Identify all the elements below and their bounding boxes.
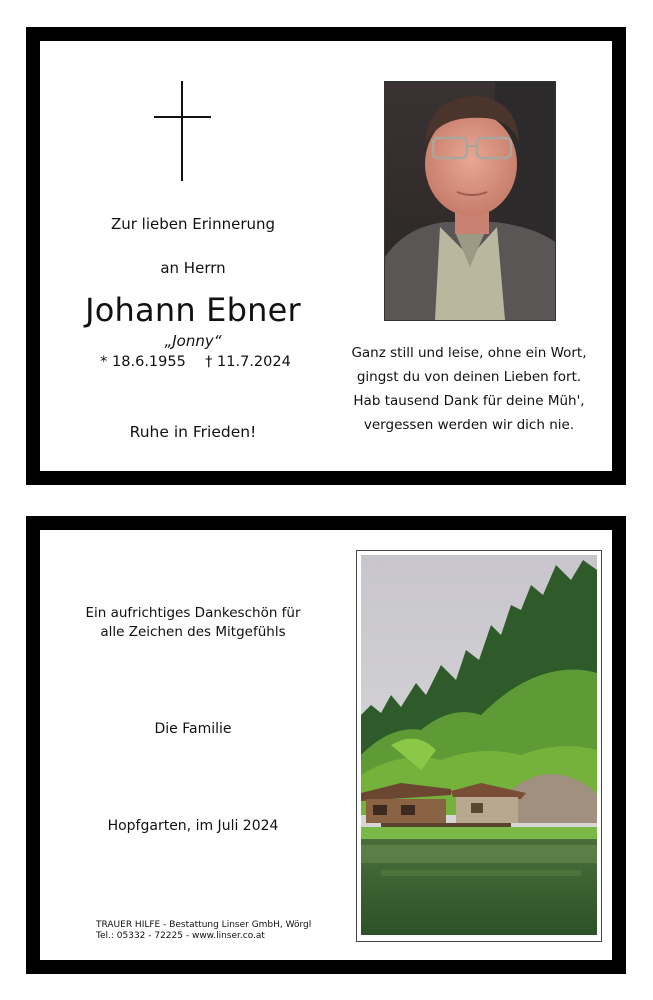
deceased-name: Johann Ebner [85, 291, 301, 329]
verse-line: Ganz still und leise, ohne ein Wort, [351, 345, 587, 361]
place-date: Hopfgarten, im Juli 2024 [107, 818, 279, 834]
death-date: † 11.7.2024 [205, 354, 291, 370]
cross-icon [154, 81, 211, 181]
thanks-line: Ein aufrichtiges Dankeschön für [85, 605, 301, 621]
verse-line: vergessen werden wir dich nie. [363, 417, 575, 433]
thanks-text [78, 604, 308, 642]
thanks-line: alle Zeichen des Mitgefühls [100, 624, 286, 640]
memorial-card-front [26, 27, 626, 485]
landscape-photo [361, 555, 597, 935]
memorial-verse [338, 341, 600, 437]
memorial-card-back [26, 516, 626, 974]
birth-date: * 18.6.1955 [100, 354, 186, 370]
footer-line: Tel.: 05332 - 72225 - www.linser.co.at [96, 931, 265, 941]
salutation-text: an Herrn [160, 259, 226, 277]
verse-line: Hab tausend Dank für deine Müh', [353, 393, 585, 409]
funeral-home-footer [96, 920, 311, 942]
intro-text: Zur lieben Erinnerung [110, 215, 276, 233]
verse-line: gingst du von deinen Lieben fort. [356, 369, 582, 385]
landscape-image [361, 555, 597, 935]
nickname: „Jonny“ [164, 332, 222, 350]
farewell-text: Ruhe in Frieden! [129, 423, 257, 441]
portrait-photo [384, 81, 556, 321]
footer-line: TRAUER HILFE - Bestattung Linser GmbH, Wörgl [96, 920, 312, 930]
portrait-image [385, 82, 555, 320]
family-signature: Die Familie [154, 721, 232, 737]
